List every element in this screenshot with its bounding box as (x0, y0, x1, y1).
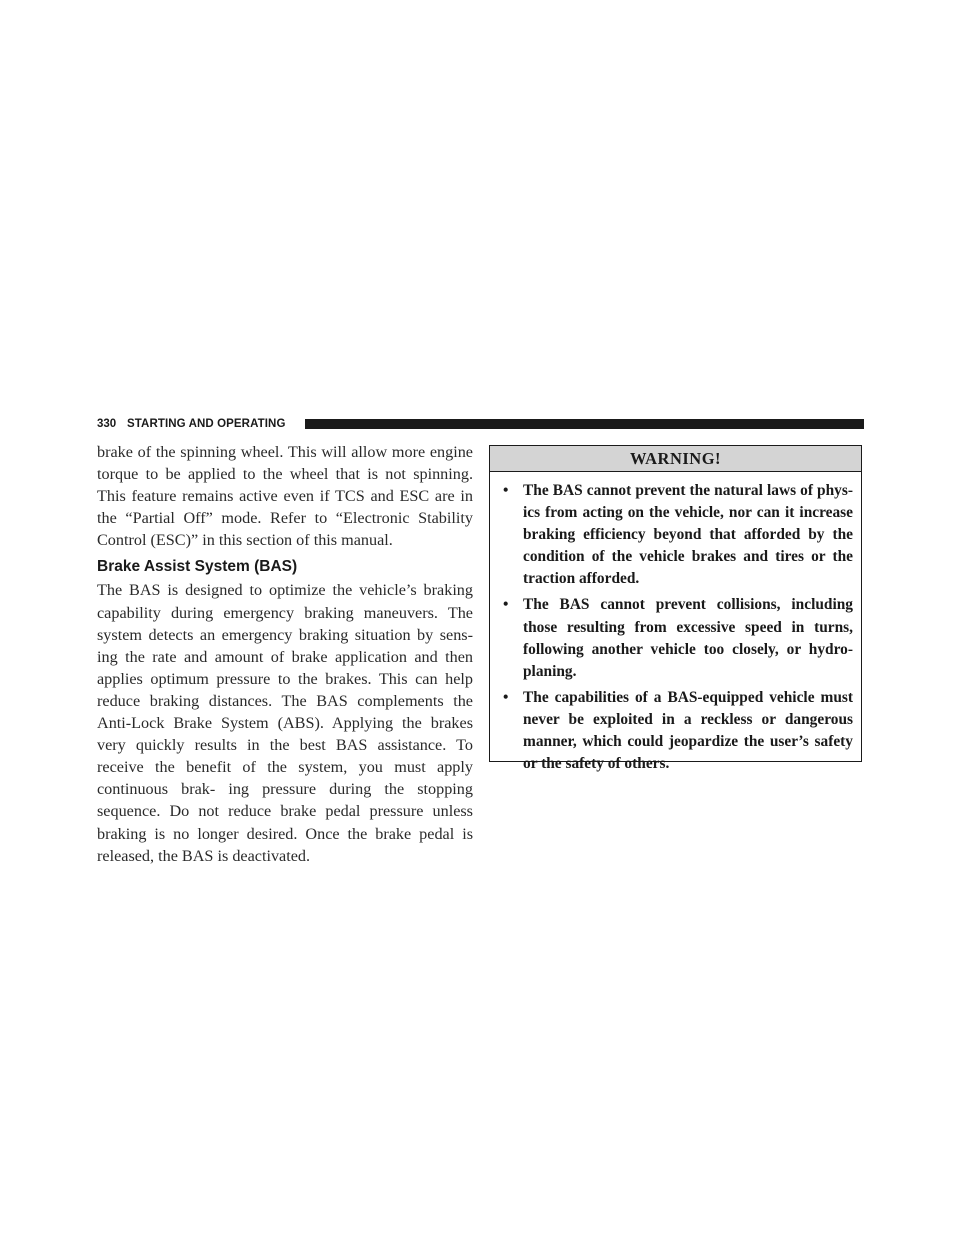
header-rule (305, 419, 864, 429)
left-column (97, 441, 473, 867)
warning-title: WARNING! (490, 446, 861, 472)
warning-item (500, 480, 853, 590)
warning-item (500, 687, 853, 775)
warning-item-text: The BAS cannot prevent the natural laws of phys- ics from acting on the vehicle, nor can it increase braking efficiency beyond that afforded by the condition of the vehicle brakes and tires or the traction afforded. (523, 482, 853, 588)
body-paragraph: The BAS is designed to optimize the vehicle’s braking capability during emergency braking maneuvers. The system detects an emergency braking situation by sens- ing the rate and amount of brake application and then applies optimum pressure to the brakes. This can help reduce braking distances. The BAS complements the Anti-Lock Brake System (ABS). Applying the brakes very quickly results in the best BAS assistance. To receive the benefit of the system, you must apply continuous brak- ing pressure during the stopping sequence. Do not reduce brake pedal pressure unless braking is no longer desired. Once the brake pedal is released, the BAS is deactivated. (97, 581, 473, 865)
page-header (97, 418, 864, 431)
intro-paragraph: brake of the spinning wheel. This will allow more engine torque to be applied to the wheel that is not spinning. This feature remains active even if TCS and ESC are in the “Partial Off” mode. Refer to “Electronic Stability Control (ESC)” in this section of this manual. (97, 443, 473, 550)
warning-item-text: The BAS cannot prevent collisions, including those resulting from excessive speed in turns, following another vehicle too closely, or hydro- planing. (523, 596, 853, 680)
page-number: 330 (97, 418, 117, 430)
subheading-brake-assist: Brake Assist System (BAS) (97, 558, 298, 576)
warning-box (489, 445, 862, 773)
warning-item (500, 594, 853, 682)
bullet-icon: • (503, 688, 509, 706)
bullet-icon: • (503, 482, 509, 499)
warning-list (490, 472, 861, 775)
section-title: STARTING AND OPERATING (127, 418, 286, 430)
warning-item-text: The capabilities of a BAS-equipped vehicle must never be exploited in a reckless or dangerous manner, which could jeopardize the user’s safety or the safety of others. (523, 688, 853, 773)
bullet-icon: • (503, 596, 509, 614)
